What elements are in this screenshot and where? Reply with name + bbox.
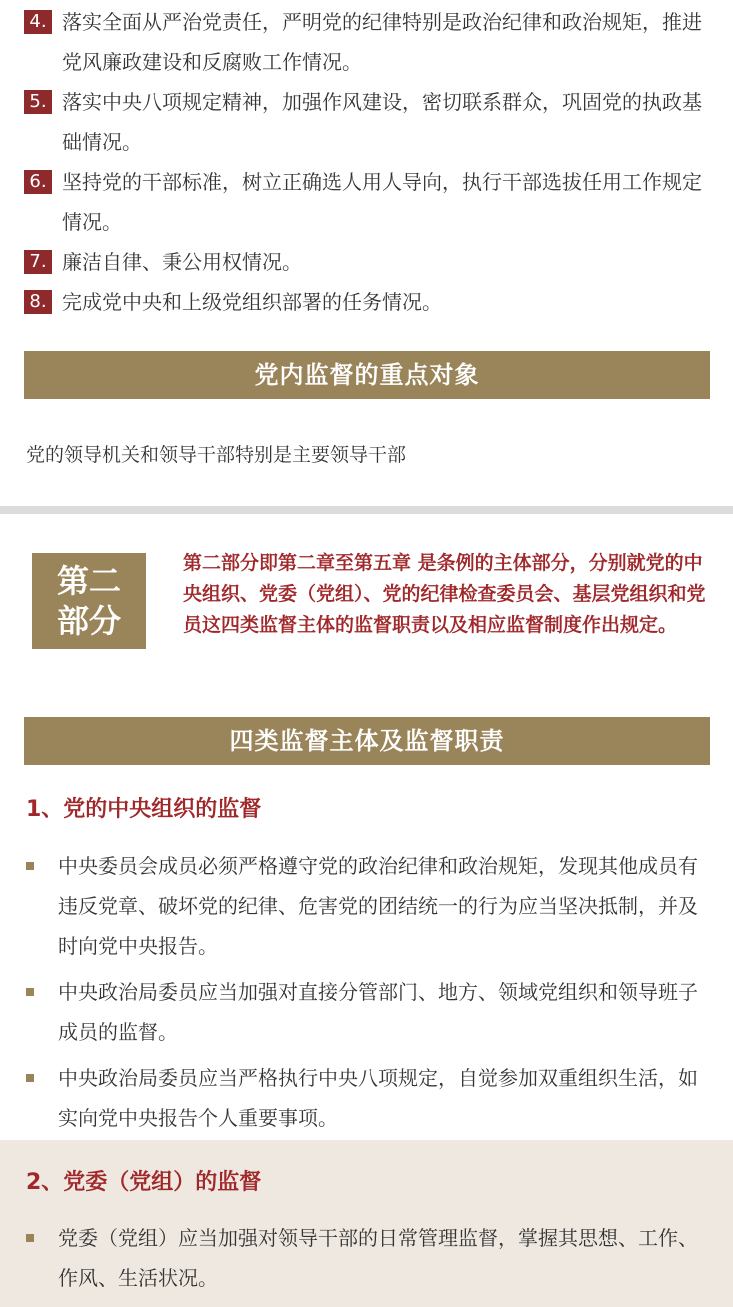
list-item-text: 坚持党的干部标准，树立正确选人用人导向，执行干部选拔任用工作规定情况。 xyxy=(62,170,702,234)
number-badge: 4. xyxy=(24,10,52,34)
bullet-item xyxy=(24,1058,714,1138)
numbered-list xyxy=(24,0,714,322)
list-item-text: 落实全面从严治党责任，严明党的纪律特别是政治纪律和政治规矩，推进党风廉政建设和反腐败工作情况。 xyxy=(62,10,702,74)
part-label-line1: 第二 xyxy=(56,562,121,600)
list-item-text: 廉洁自律、秉公用权情况。 xyxy=(62,250,302,274)
bullet-item xyxy=(24,972,714,1052)
bullet-square-icon xyxy=(26,1074,34,1082)
bullet-item xyxy=(24,846,714,966)
focus-text: 党的领导机关和领导干部特别是主要领导干部 xyxy=(26,444,407,466)
part-label-line2: 部分 xyxy=(56,602,121,640)
list-item-text: 落实中央八项规定精神，加强作风建设，密切联系群众，巩固党的执政基础情况。 xyxy=(62,90,702,154)
bullet-square-icon xyxy=(26,862,34,870)
bullet-square-icon xyxy=(26,988,34,996)
divider xyxy=(0,506,733,514)
bullet-text: 中央政治局委员应当加强对直接分管部门、地方、领域党组织和领导班子成员的监督。 xyxy=(58,980,698,1044)
part-two-description: 第二部分即第二章至第五章 是条例的主体部分，分别就党的中央组织、党委（党组）、党的纪律检查委员会、基层党组织和党员这四类监督主体的监督职责以及相应监督制度作出规定。 xyxy=(183,552,706,636)
section-title: 2、党委（党组）的监督 xyxy=(26,1170,262,1195)
section-banner-subjects: 四类监督主体及监督职责 xyxy=(24,717,710,765)
bullet-list xyxy=(24,1218,714,1298)
number-badge: 8. xyxy=(24,290,52,314)
section-title: 1、党的中央组织的监督 xyxy=(26,797,262,822)
number-badge: 6. xyxy=(24,170,52,194)
list-item xyxy=(24,82,714,162)
list-item xyxy=(24,282,714,322)
number-badge: 7. xyxy=(24,250,52,274)
bullet-item xyxy=(24,1218,714,1298)
bullet-list xyxy=(24,846,714,1138)
list-item-text: 完成党中央和上级党组织部署的任务情况。 xyxy=(62,290,442,314)
list-item xyxy=(24,242,714,282)
section-banner-focus: 党内监督的重点对象 xyxy=(24,351,710,399)
bullet-text: 中央委员会成员必须严格遵守党的政治纪律和政治规矩，发现其他成员有违反党章、破坏党的纪律、危害党的团结统一的行为应当坚决抵制，并及时向党中央报告。 xyxy=(58,854,698,958)
bullet-text: 党委（党组）应当加强对领导干部的日常管理监督，掌握其思想、工作、作风、生活状况。 xyxy=(58,1226,698,1290)
part-two-label xyxy=(32,553,146,649)
list-item xyxy=(24,162,714,242)
list-item xyxy=(24,2,714,82)
bullet-square-icon xyxy=(26,1234,34,1242)
number-badge: 5. xyxy=(24,90,52,114)
bullet-text: 中央政治局委员应当严格执行中央八项规定，自觉参加双重组织生活，如实向党中央报告个人重要事项。 xyxy=(58,1066,698,1130)
